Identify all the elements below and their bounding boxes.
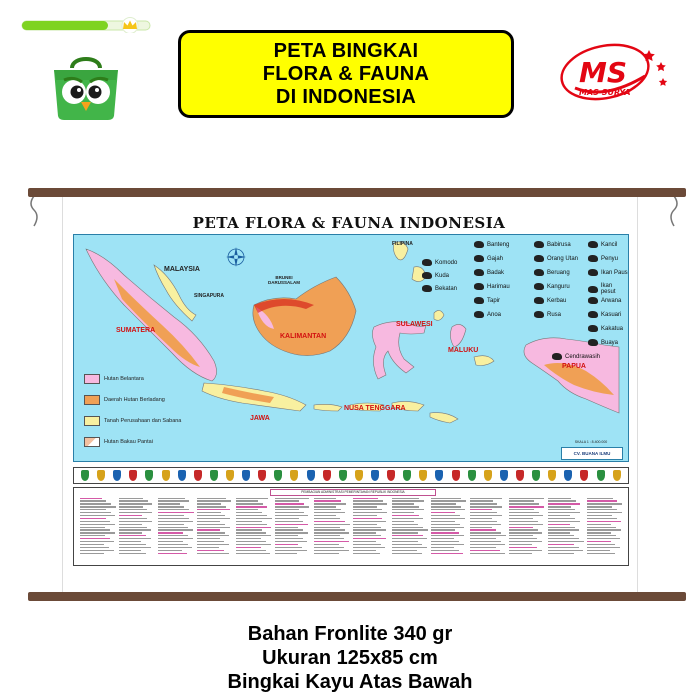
tokopedia-owl-bag-icon bbox=[50, 54, 122, 122]
admin-table-heading: PEMBAGIAN ADMINISTRASI PEMERINTAHAN REPUBLIK INDONESIA bbox=[270, 489, 436, 496]
fauna-item: Kasuari bbox=[588, 311, 621, 318]
fauna-item: Kuda bbox=[422, 272, 449, 279]
label-papua: PAPUA bbox=[562, 363, 586, 370]
label-filipina: FILIPINA bbox=[392, 241, 413, 247]
title-line-1: PETA BINGKAI bbox=[273, 39, 419, 62]
administration-table bbox=[73, 487, 629, 566]
province-emblems-row bbox=[73, 467, 629, 484]
admin-column bbox=[392, 496, 428, 555]
mas-surya-logo bbox=[557, 42, 672, 102]
admin-column bbox=[548, 496, 584, 555]
wooden-frame-top bbox=[28, 188, 686, 197]
spec-frame: Bingkai Kayu Atas Bawah bbox=[227, 671, 473, 693]
fauna-item: Badak bbox=[474, 269, 504, 276]
legend-item: Tanah Perusahaan dan Sabana bbox=[84, 416, 181, 426]
admin-column bbox=[470, 496, 506, 555]
label-maluku: MALUKU bbox=[448, 347, 479, 354]
label-kalimantan: KALIMANTAN bbox=[280, 333, 327, 340]
fauna-item: Penyu bbox=[588, 255, 618, 262]
crown-icon bbox=[122, 18, 138, 34]
fauna-item: Arwana bbox=[588, 297, 621, 304]
fauna-item: Ikan pesut bbox=[588, 283, 628, 295]
fauna-item: Orang Utan bbox=[534, 255, 578, 262]
label-nusa-tenggara: NUSA TENGGARA bbox=[344, 405, 406, 412]
product-specs bbox=[0, 622, 700, 694]
admin-column bbox=[197, 496, 233, 555]
fauna-item: Tapir bbox=[474, 297, 500, 304]
admin-column bbox=[509, 496, 545, 555]
label-sulawesi: SULAWESI bbox=[396, 321, 433, 328]
fauna-item: Komodo bbox=[422, 259, 457, 266]
fauna-item: Gajah bbox=[474, 255, 503, 262]
map-scale: SKALA 1 : 8.400.000 bbox=[574, 440, 608, 444]
label-sumatera: SUMATERA bbox=[116, 327, 156, 334]
fauna-item: Beruang bbox=[534, 269, 570, 276]
admin-column bbox=[275, 496, 311, 555]
legend-swatch-savanna bbox=[84, 416, 100, 426]
indonesia-map bbox=[73, 234, 629, 462]
fauna-item: Ikan Paus bbox=[588, 269, 628, 276]
admin-column bbox=[80, 496, 116, 555]
wooden-frame-bottom bbox=[28, 592, 686, 601]
fauna-item: Rusa bbox=[534, 311, 561, 318]
title-line-3: DI INDONESIA bbox=[275, 85, 417, 108]
seller-level-bar bbox=[20, 17, 152, 33]
label-singapura: SINGAPURA bbox=[194, 293, 225, 299]
fauna-item: Bekatan bbox=[422, 285, 457, 292]
fauna-item: Anoa bbox=[474, 311, 501, 318]
spec-size: Ukuran 125x85 cm bbox=[262, 647, 438, 669]
admin-column bbox=[587, 496, 623, 555]
brand-name: MAS SURYA bbox=[579, 88, 631, 97]
fauna-item: Harimau bbox=[474, 283, 510, 290]
admin-column bbox=[119, 496, 155, 555]
fauna-item: Babirusa bbox=[534, 241, 571, 248]
legend-item: Hutan Belantara bbox=[84, 374, 144, 384]
fauna-item: Kerbau bbox=[534, 297, 566, 304]
admin-column bbox=[158, 496, 194, 555]
title-line-2: FLORA & FAUNA bbox=[262, 62, 430, 85]
legend-item: Daerah Hutan Berladang bbox=[84, 395, 165, 405]
compass-rose-icon bbox=[226, 247, 246, 267]
legend-swatch-forest bbox=[84, 374, 100, 384]
fauna-item: Kancil bbox=[588, 241, 617, 248]
label-jawa: JAWA bbox=[250, 415, 270, 422]
label-brunei: BRUNEI DARUSSALAM bbox=[268, 275, 300, 285]
poster-title: PETA FLORA & FAUNA INDONESIA bbox=[192, 214, 506, 232]
admin-column bbox=[236, 496, 272, 555]
star-icons bbox=[643, 50, 667, 86]
publisher-badge: CV. BUANA ILMU bbox=[561, 447, 623, 460]
fauna-item: Kanguru bbox=[534, 283, 570, 290]
legend-swatch-mangrove bbox=[84, 437, 100, 447]
admin-column bbox=[314, 496, 350, 555]
brand-logo-mark: MS bbox=[579, 56, 628, 89]
spec-material: Bahan Fronlite 340 gr bbox=[247, 623, 453, 645]
fauna-item: Banteng bbox=[474, 241, 509, 248]
admin-column bbox=[431, 496, 467, 555]
hanging-hook-left bbox=[26, 196, 42, 228]
label-malaysia: MALAYSIA bbox=[164, 266, 200, 273]
admin-column bbox=[353, 496, 389, 555]
fauna-item: Buaya bbox=[588, 339, 618, 346]
fauna-item: Kakatua bbox=[588, 325, 623, 332]
product-title-banner bbox=[178, 30, 514, 118]
legend-item: Hutan Bakau Pantai bbox=[84, 437, 153, 447]
hanging-hook-right bbox=[666, 196, 682, 228]
legend-swatch-farm bbox=[84, 395, 100, 405]
fauna-item: Cendrawasih bbox=[552, 353, 600, 360]
